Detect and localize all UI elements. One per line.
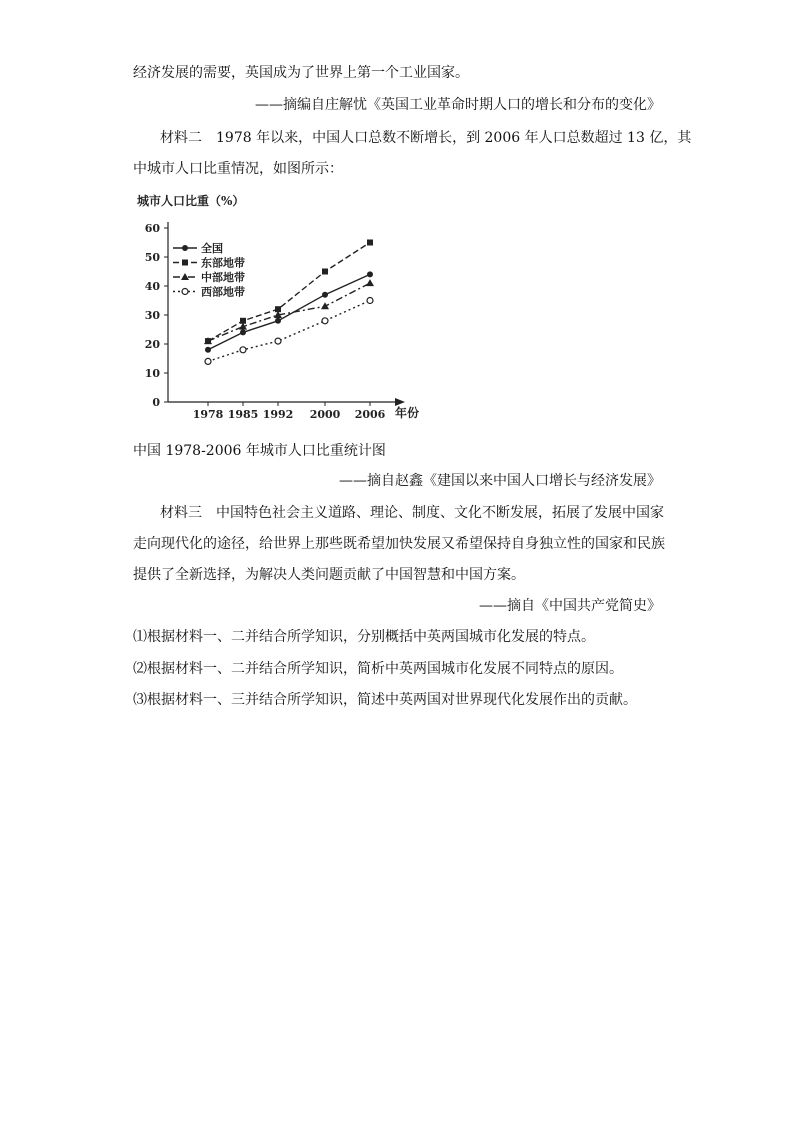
data-point-2-4	[366, 279, 374, 286]
data-point-3-3	[322, 318, 328, 324]
x-tick-label: 2006	[354, 408, 386, 421]
data-point-0-2	[275, 318, 281, 324]
y-tick-label: 50	[144, 251, 160, 264]
source-3: ——摘自《中国共产党简史》	[479, 598, 661, 614]
data-point-2-3	[321, 302, 329, 309]
material2-line-2: 中城市人口比重情况，如图所示：	[133, 161, 343, 177]
legend-label-1: 东部地带	[201, 256, 245, 270]
data-point-0-1	[240, 329, 246, 335]
legend-marker-3	[182, 289, 188, 295]
source-2: ——摘自赵鑫《建国以来中国人口增长与经济发展》	[339, 473, 661, 489]
question-3: ⑶根据材料一、三并结合所学知识，简述中英两国对世界现代化发展作出的贡献。	[133, 692, 637, 708]
y-tick-label: 60	[144, 222, 160, 235]
urban-population-chart	[133, 190, 423, 422]
data-point-1-4	[367, 240, 373, 246]
data-point-0-0	[205, 347, 211, 353]
x-tick-label: 1978	[192, 408, 224, 421]
data-point-3-2	[275, 338, 281, 344]
legend-label-3: 西部地带	[201, 285, 245, 299]
source-1: ——摘编自庄解忧《英国工业革命时期人口的增长和分布的变化》	[255, 97, 661, 113]
legend-marker-2	[181, 273, 189, 280]
data-point-0-3	[322, 292, 328, 298]
y-tick-label: 30	[144, 309, 160, 322]
x-tick-label: 1985	[227, 408, 259, 421]
material1-ending: 经济发展的需要，英国成为了世界上第一个工业国家。	[133, 65, 469, 81]
data-point-3-0	[205, 358, 211, 364]
data-point-1-3	[322, 269, 328, 275]
material3-line-2: 走向现代化的途径，给世界上那些既希望加快发展又希望保持自身独立性的国家和民族	[133, 536, 665, 552]
material3-line-3: 提供了全新选择，为解决人类问题贡献了中国智慧和中国方案。	[133, 567, 525, 583]
legend-marker-0	[182, 245, 188, 251]
x-axis-label: 年份	[395, 406, 420, 420]
legend-label-2: 中部地带	[201, 271, 245, 284]
data-point-0-4	[367, 271, 373, 277]
data-point-3-4	[367, 298, 373, 304]
material3-line-1: 材料三 中国特色社会主义道路、理论、制度、文化不断发展，拓展了发展中国家	[160, 505, 664, 521]
x-tick-label: 2000	[309, 408, 341, 421]
question-1: ⑴根据材料一、二并结合所学知识，分别概括中英两国城市化发展的特点。	[133, 629, 595, 645]
x-tick-label: 1992	[262, 408, 294, 421]
y-tick-label: 10	[144, 367, 160, 380]
y-tick-label: 20	[144, 338, 160, 351]
legend-label-0: 全国	[201, 242, 223, 255]
y-axis-label: 城市人口比重（%）	[137, 194, 245, 208]
x-axis-arrow	[395, 398, 405, 406]
y-tick-label: 0	[152, 396, 160, 409]
legend-marker-1	[182, 260, 188, 266]
y-tick-label: 40	[144, 280, 160, 293]
question-2: ⑵根据材料一、二并结合所学知识，简析中英两国城市化发展不同特点的原因。	[133, 661, 623, 677]
chart-caption: 中国 1978-2006 年城市人口比重统计图	[133, 443, 386, 459]
material2-line-1: 材料二 1978 年以来，中国人口总数不断增长，到 2006 年人口总数超过 13 亿，其	[160, 130, 692, 146]
data-point-3-1	[240, 347, 246, 353]
